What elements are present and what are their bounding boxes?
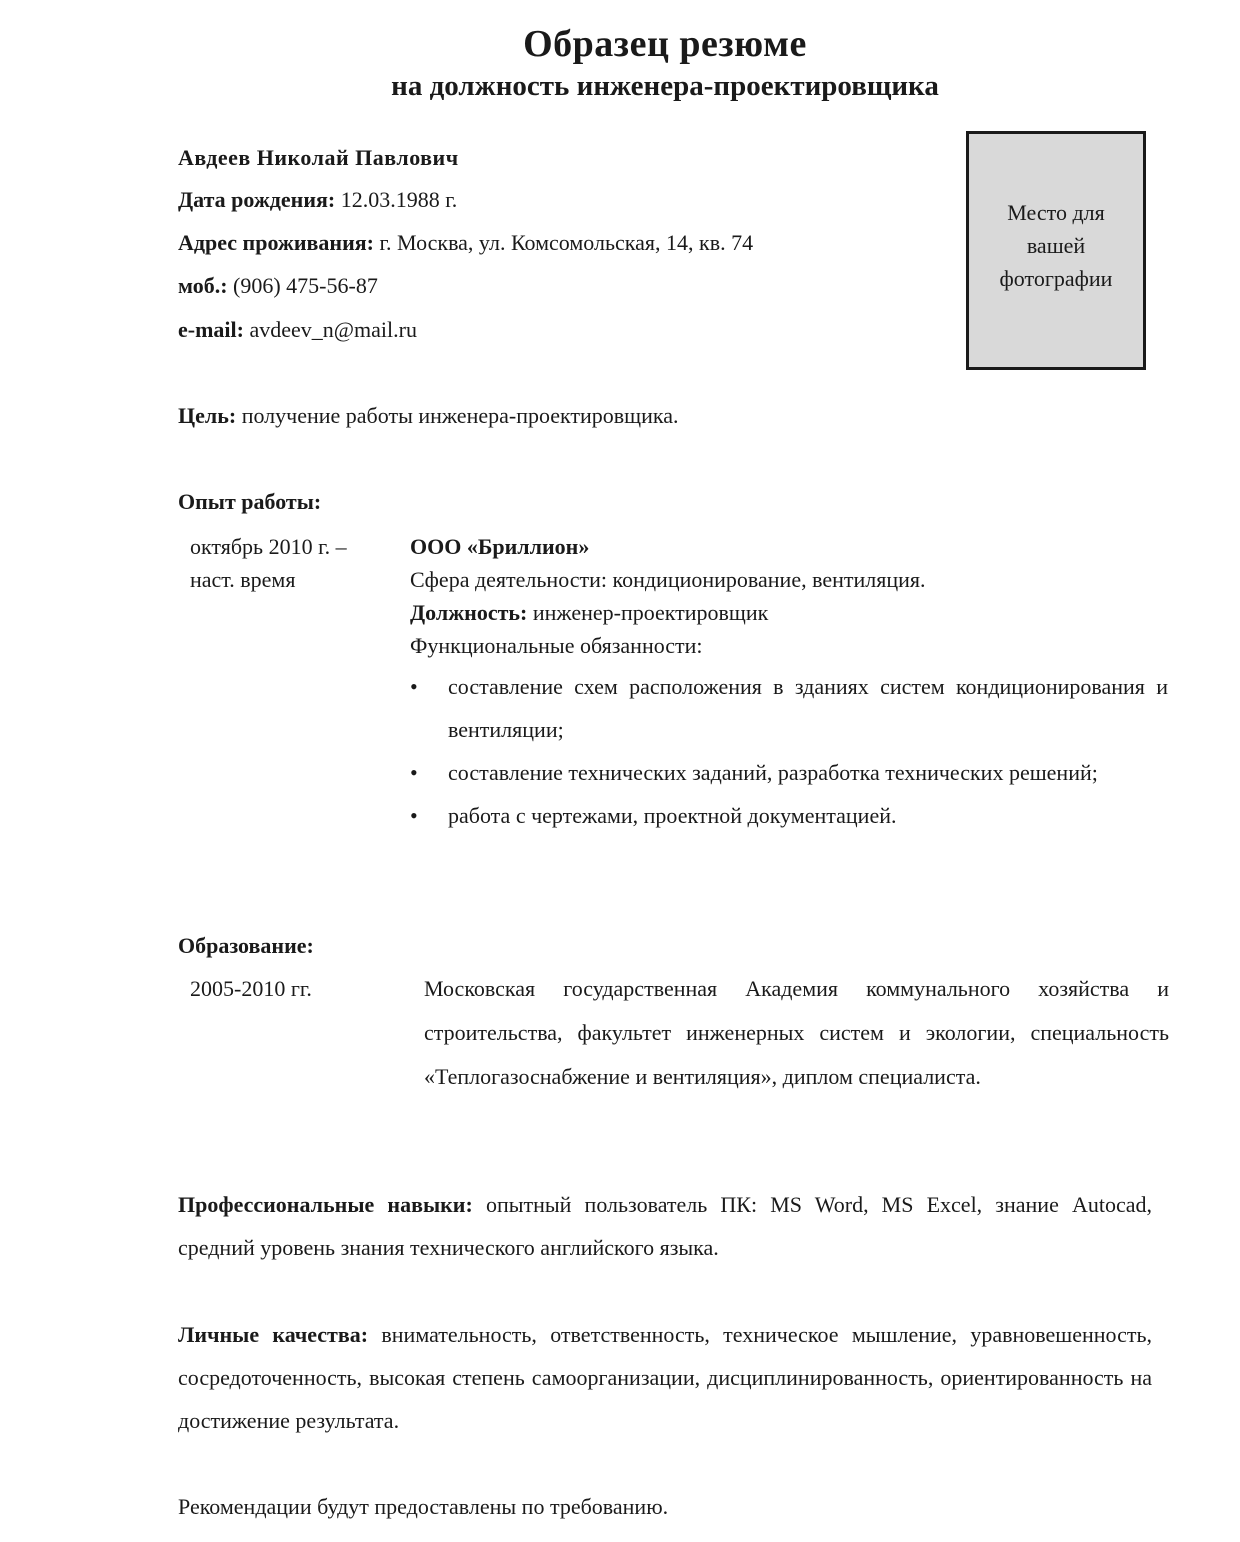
list-item [410,751,1168,794]
page-subtitle: на должность инженера-проектировщика [391,70,939,102]
duties-heading: Функциональные обязанности: [410,633,703,658]
birth-date-value: 12.03.1988 г. [340,187,458,212]
experience-period [190,530,347,596]
address-row [178,230,753,256]
address-value: г. Москва, ул. Комсомольская, 14, кв. 74 [379,230,754,255]
duties-list [410,665,1168,837]
position-value: инженер-проектировщик [532,600,769,625]
education-period: 2005-2010 гг. [190,976,312,1001]
duty-text: составление схем расположения в зданиях систем кондиционирования и вентиляции; [448,674,1168,742]
company-sphere: Сфера деятельности: кондиционирование, вентиляция. [410,567,926,592]
applicant-name: Авдеев Николай Павлович [178,145,459,170]
duty-text: работа с чертежами, проектной документацией. [448,803,897,828]
page-title: Образец резюме [523,23,807,65]
photo-text-line: фотографии [999,266,1113,291]
experience-period-start: октябрь 2010 г. – [190,534,347,559]
birth-date-row [178,187,457,213]
photo-placeholder [966,131,1146,370]
experience-period-end: наст. время [190,567,296,592]
duty-text: составление технических заданий, разработка технических решений; [448,760,1098,785]
list-item [410,665,1168,751]
phone-row [178,273,378,299]
email-label: e-mail: [178,317,244,342]
email-row [178,317,417,343]
address-label: Адрес проживания: [178,230,375,255]
position-label: Должность: [410,600,528,625]
education-text: Московская государственная Академия коммунального хозяйства и строительства, факультет инженерных систем и экологии, специальность «Теплогазоснабжение и вентиляция», диплом специалиста. [424,976,1169,1089]
photo-text-line: вашей [1026,233,1086,258]
goal-label: Цель: [178,403,237,428]
bullet-marker: • [410,674,418,699]
phone-value: (906) 475-56-87 [233,273,378,298]
position-row [410,596,1170,629]
qualities-paragraph [178,1313,1152,1442]
phone-label: моб.: [178,273,228,298]
photo-text-line: Место для [1007,200,1105,225]
bullet-marker: • [410,803,418,828]
qualities-value: внимательность, ответственность, техническое мышление, уравновешенность, сосредоточенность, высокая степень самоорганизации, дисциплинированность, ориентированность на достижение результата. [178,1322,1153,1433]
goal-row [178,403,679,429]
list-item [410,794,1168,837]
photo-placeholder-text [969,196,1143,295]
skills-paragraph [178,1183,1152,1269]
company-name: ООО «Бриллион» [410,534,590,559]
qualities-label: Личные качества: [178,1322,369,1347]
skills-label: Профессиональные навыки: [178,1192,473,1217]
recommendations-note: Рекомендации будут предоставлены по требованию. [178,1494,669,1519]
email-value: avdeev_n@mail.ru [249,317,417,342]
birth-date-label: Дата рождения: [178,187,336,212]
experience-heading: Опыт работы: [178,489,322,514]
bullet-marker: • [410,760,418,785]
goal-value: получение работы инженера-проектировщика. [241,403,679,428]
skills-value: опытный пользователь ПК: MS Word, MS Excel, знание Autocad, средний уровень знания технического английского языка. [178,1192,1152,1260]
job-details [410,530,1170,662]
education-heading: Образование: [178,933,314,958]
